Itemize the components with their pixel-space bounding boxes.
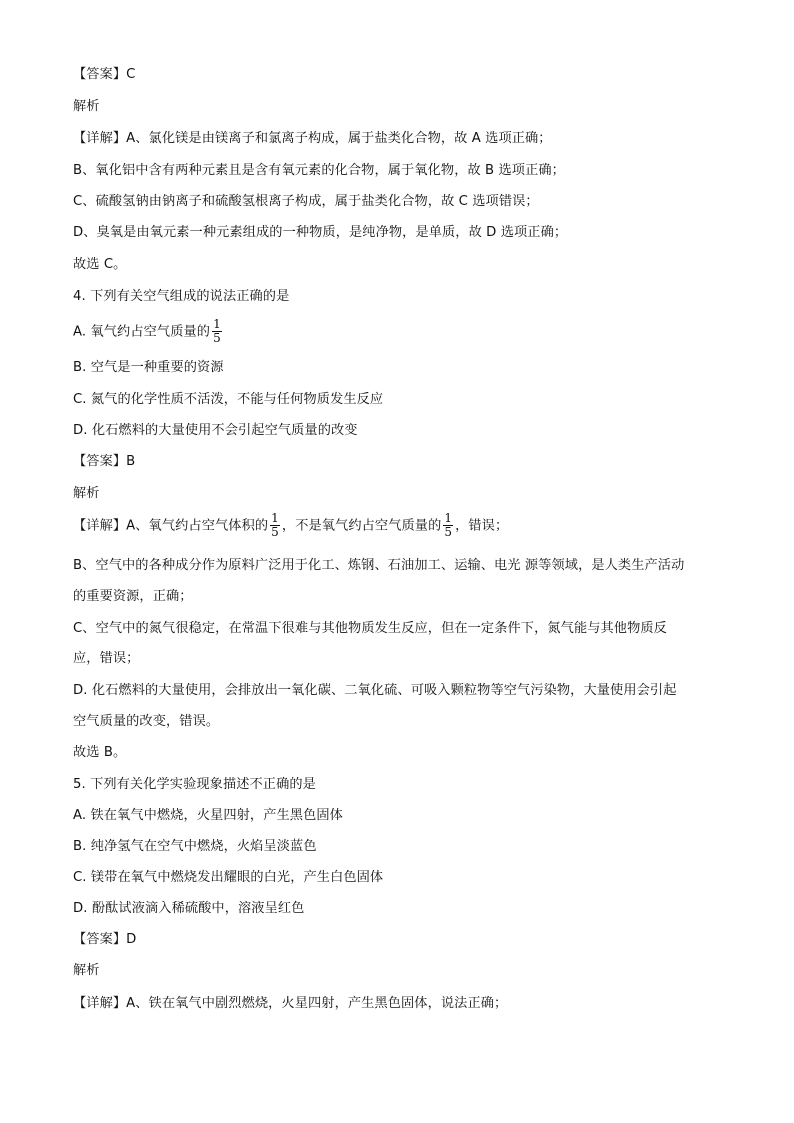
option-d: D. 酚酞试液滴入稀硫酸中，溶液呈红色 — [73, 901, 305, 916]
explanation-line — [73, 512, 508, 539]
option-a — [73, 318, 224, 345]
option-b: B. 纯净氢气在空气中燃烧，火焰呈淡蓝色 — [73, 839, 317, 854]
option-a: A. 铁在氧气中燃烧，火星四射，产生黑色固体 — [73, 808, 343, 823]
fraction-numerator: 1 — [213, 317, 221, 331]
option-d: D. 化石燃料的大量使用不会引起空气质量的改变 — [73, 423, 358, 438]
explanation-line: B、空气中的各种成分作为原料广泛用于化工、炼钢、石油加工、运输、电光 源等领域，是人类生产活动 — [73, 558, 685, 573]
fraction-numerator: 1 — [444, 511, 453, 525]
explanation-text: 【详解】A、氧气约占空气体积的 — [73, 518, 269, 534]
explanation-text: ，错误； — [455, 518, 509, 534]
fraction — [270, 512, 280, 539]
explanation-line: 应，错误； — [73, 651, 140, 666]
analysis-label: 解析 — [73, 99, 100, 114]
conclusion-line: 故选 B。 — [73, 745, 127, 760]
question-stem: 5. 下列有关化学实验现象描述不正确的是 — [73, 777, 316, 792]
option-text: A. 氧气约占空气质量的 — [73, 324, 211, 340]
answer-label: 【答案】C — [73, 67, 136, 82]
explanation-line: B、氧化铝中含有两种元素且是含有氧元素的化合物，属于氧化物，故 B 选项正确； — [73, 163, 565, 178]
fraction-denominator: 5 — [444, 525, 453, 539]
answer-label: 【答案】D — [73, 932, 137, 947]
option-b: B. 空气是一种重要的资源 — [73, 360, 224, 375]
fraction-numerator: 1 — [271, 511, 279, 525]
analysis-label: 解析 — [73, 963, 100, 978]
explanation-line: D、臭氧是由氧元素一种元素组成的一种物质，是纯净物，是单质，故 D 选项正确； — [73, 225, 568, 240]
fraction — [212, 318, 222, 345]
explanation-line: C、空气中的氮气很稳定，在常温下很难与其他物质发生反应，但在一定条件下，氮气能与其他物质反 — [73, 621, 667, 636]
fraction-denominator: 5 — [271, 525, 279, 539]
explanation-line: 空气质量的改变，错误。 — [73, 714, 220, 729]
option-c: C. 氮气的化学性质不活泼，不能与任何物质发生反应 — [73, 392, 384, 407]
option-c: C. 镁带在氧气中燃烧发出耀眼的白光，产生白色固体 — [73, 870, 384, 885]
explanation-line: 【详解】A、铁在氧气中剧烈燃烧，火星四射，产生黑色固体，说法正确； — [73, 996, 508, 1011]
explanation-line: C、硫酸氢钠由钠离子和硫酸氢根离子构成，属于盐类化合物，故 C 选项错误； — [73, 194, 539, 209]
fraction-denominator: 5 — [213, 331, 221, 345]
answer-label: 【答案】B — [73, 454, 136, 469]
fraction — [443, 512, 453, 539]
question-stem: 4. 下列有关空气组成的说法正确的是 — [73, 289, 290, 304]
explanation-line: 的重要资源，正确； — [73, 589, 193, 604]
explanation-line: D. 化石燃料的大量使用，会排放出一氧化碳、二氧化硫、可吸入颗粒物等空气污染物，大量使用会引起 — [73, 683, 677, 698]
explanation-line: 【详解】A、氯化镁是由镁离子和氯离子构成，属于盐类化合物，故 A 选项正确； — [73, 131, 552, 146]
conclusion-line: 故选 C。 — [73, 257, 127, 272]
analysis-label: 解析 — [73, 486, 100, 501]
explanation-text: ，不是氧气约占空气质量的 — [281, 518, 442, 534]
